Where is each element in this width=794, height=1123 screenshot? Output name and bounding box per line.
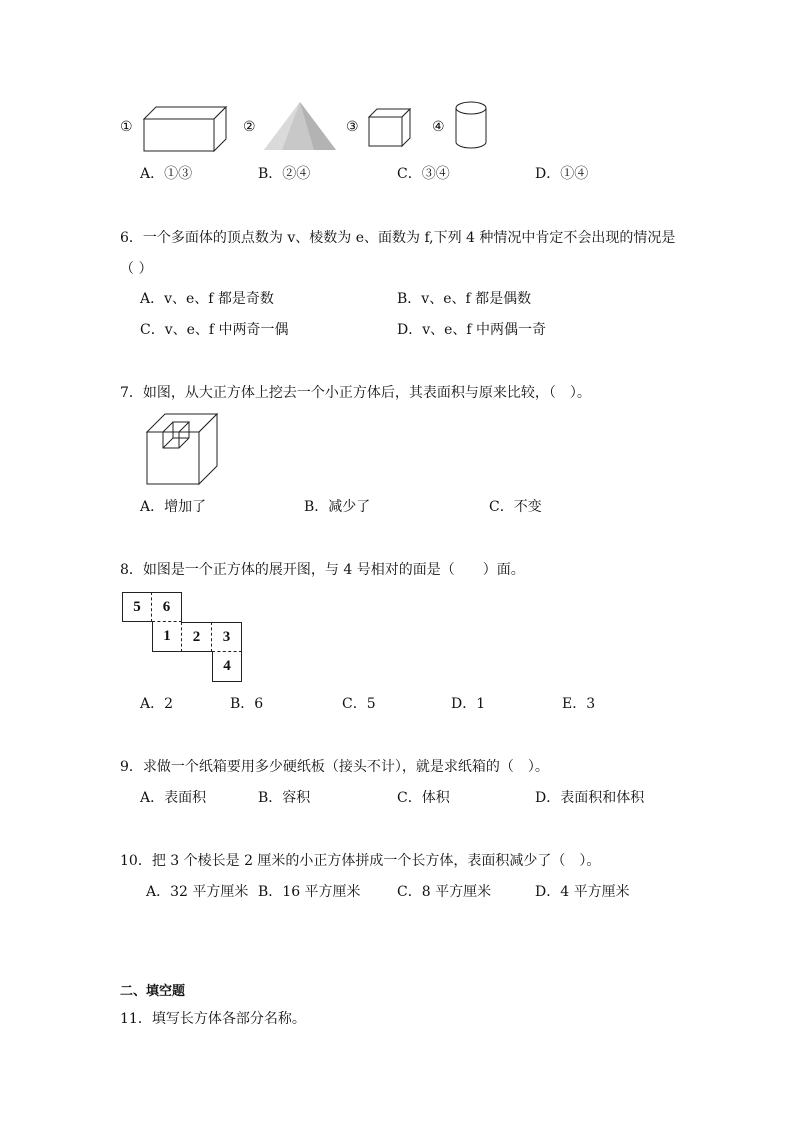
q9-option-a[interactable]: A．表面积 [140, 790, 207, 806]
net-face-1: 1 [152, 622, 182, 652]
q10-stem: 10．把 3 个棱长是 2 厘米的小正方体拼成一个长方体，表面积减少了（ ）。 [120, 853, 601, 869]
net-face-6: 6 [152, 592, 182, 622]
shape-label-4: ④ [432, 119, 445, 135]
q8-option-d[interactable]: D．1 [451, 696, 486, 712]
q7-stem: 7．如图，从大正方体上挖去一个小正方体后，其表面积与原来比较，（ ）。 [120, 385, 591, 401]
q6-paren: （ ） [120, 261, 153, 277]
q9-option-b[interactable]: B．容积 [258, 790, 311, 806]
q10-option-d[interactable]: D．4 平方厘米 [535, 884, 630, 900]
section-title: 二、填空题 [120, 984, 186, 999]
q5-option-a[interactable]: A．①③ [140, 166, 193, 182]
q7-option-a[interactable]: A．增加了 [140, 499, 207, 515]
q8-stem: 8．如图是一个正方体的展开图，与 4 号相对的面是（ ）面。 [120, 562, 525, 578]
q9-option-c[interactable]: C．体积 [397, 790, 450, 806]
shape-label-3: ③ [346, 119, 359, 135]
q6-option-c[interactable]: C．v、e、f 中两奇一偶 [140, 322, 289, 338]
triangular-prism-icon [262, 100, 338, 152]
net-face-4: 4 [212, 652, 242, 682]
shape-label-2: ② [243, 119, 256, 135]
cube-with-notch-icon [145, 412, 219, 486]
cylinder-icon [454, 100, 488, 150]
q11-stem: 11．填写长方体各部分名称。 [120, 1011, 306, 1027]
q10-option-a[interactable]: A．32 平方厘米 [146, 884, 249, 900]
q7-option-b[interactable]: B．减少了 [304, 499, 371, 515]
net-face-2: 2 [182, 622, 212, 652]
q6-option-d[interactable]: D．v、e、f 中两偶一奇 [397, 322, 547, 338]
q9-option-d[interactable]: D．表面积和体积 [535, 790, 645, 806]
q6-stem: 6．一个多面体的顶点数为 v、棱数为 e、面数为 f,下列 4 种情况中肯定不会出现的情况是 [120, 230, 676, 246]
q10-option-c[interactable]: C．8 平方厘米 [397, 884, 492, 900]
q8-option-e[interactable]: E．3 [562, 696, 596, 712]
shape-label-1: ① [120, 119, 133, 135]
q8-option-a[interactable]: A．2 [140, 696, 174, 712]
q5-option-d[interactable]: D．①④ [535, 166, 589, 182]
net-face-5: 5 [122, 592, 152, 622]
q9-stem: 9．求做一个纸箱要用多少硬纸板（接头不计），就是求纸箱的（ ）。 [120, 759, 549, 775]
q5-option-c[interactable]: C．③④ [397, 166, 450, 182]
q6-option-a[interactable]: A．v、e、f 都是奇数 [140, 291, 274, 307]
q8-option-b[interactable]: B．6 [230, 696, 264, 712]
q6-option-b[interactable]: B．v、e、f 都是偶数 [397, 291, 532, 307]
q7-option-c[interactable]: C．不变 [489, 499, 542, 515]
cuboid-icon [142, 103, 228, 151]
cube-icon [368, 108, 412, 148]
q8-option-c[interactable]: C．5 [342, 696, 376, 712]
net-face-3: 3 [212, 622, 242, 652]
q10-option-b[interactable]: B．16 平方厘米 [258, 884, 361, 900]
q5-option-b[interactable]: B．②④ [258, 166, 311, 182]
